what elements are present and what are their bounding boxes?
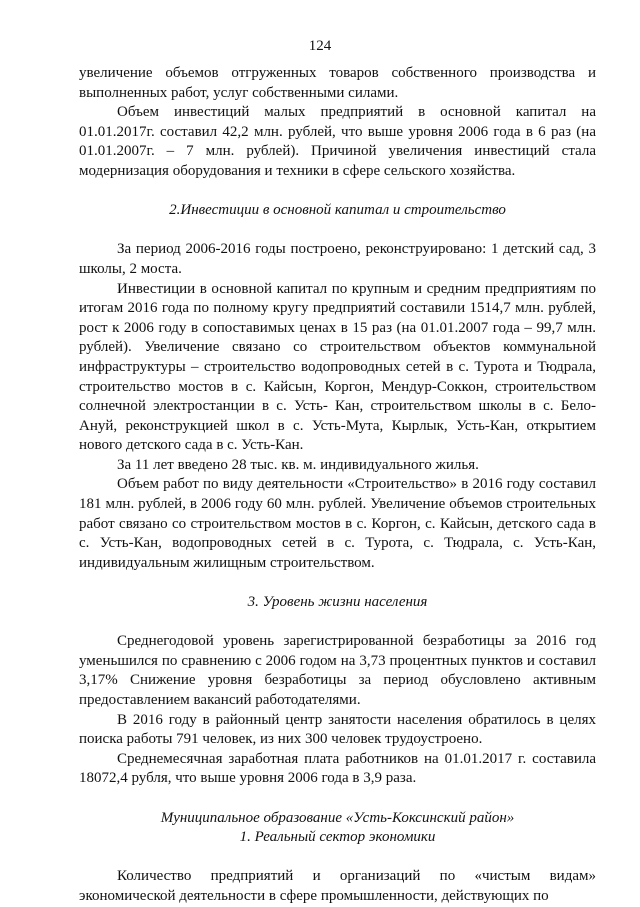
section-heading-real-sector: 1. Реальный сектор экономики [239, 829, 436, 846]
paragraph-enterprise-count: Количество предприятий и организаций по «чистым видам» экономической деятельности в сфере промышленности, действующих по [79, 868, 596, 904]
section-heading-municipality: Муниципальное образование «Усть-Коксинский район» [160, 809, 515, 826]
document-body [79, 64, 596, 907]
paragraph-unemployment: Среднегодовой уровень зарегистрированной безработицы за 2016 год уменьшился по сравнению с 2006 годом на 3,73 процентных пунктов и составил 3,17% Снижение уровня безработицы за период обусловлено активным предоставлением вакансий работодателями. [79, 633, 596, 708]
section-heading-investment: 2.Инвестиции в основной капитал и строительство [169, 202, 506, 219]
paragraph-small-business-investment: Объем инвестиций малых предприятий в основной капитал на 01.01.2017г. составил 42,2 млн. рублей, что выше уровня 2006 года в 6 раз (на 01.01.2007г. – 7 млн. рублей). Причиной увеличения инвестиций стала модернизация оборудования и техники в сфере сельского хозяйства. [79, 104, 596, 179]
paragraph-employment-center: В 2016 году в районный центр занятости населения обратилось в целях поиска работы 791 человек, из них 300 человек трудоустроено. [79, 711, 596, 748]
paragraph-construction-period: За период 2006-2016 годы построено, реконструировано: 1 детский сад, 3 школы, 2 моста. [79, 241, 596, 277]
paragraph-average-salary: Среднемесячная заработная плата работников на 01.01.2017 г. составила 18072,4 рубля, что выше уровня 2006 года в 3,9 раза. [79, 750, 596, 787]
page-number: 124 [308, 38, 332, 54]
paragraph-shipment-volume: увеличение объемов отгруженных товаров собственного производства и выполненных работ, услуг собственными силами. [79, 65, 596, 101]
paragraph-capital-investment: Инвестиции в основной капитал по крупным и средним предприятиям по итогам 2016 года по полному кругу предприятий составили 1514,7 млн. рублей, рост к 2006 году в сопоставимых ценах в 15 раз (на 01.01.2007 года – 99,7 млн. рублей). Увеличение связано со строительством объектов коммунальной инфраструктуры – строительство водопроводных сетей в с. Турота и Тюдрала, строительство мостов в с. Кайсын, Коргон, Мендур-Соккон, строительством солнечной электростанции в с. Усть- Кан, строительством школы в с. Бело-Ануй, реконструкцией школ в с. Усть-Мута, Кырлык, Усть-Кан, открытием нового детского сада в с. Усть-Кан. [79, 280, 596, 454]
section-heading-living-standard: 3. Уровень жизни населения [247, 594, 428, 611]
paragraph-construction-volume: Объем работ по виду деятельности «Строительство» в 2016 году составил 181 млн. рублей, в 2006 году 60 млн. рублей. Увеличение объемов строительных работ связано со строительством мостов в с. Коргон, с. Кайсын, детского сада в с. Усть-Кан, водопроводных сетей в с. Турота, с. Тюдрала, с. Усть-Кан, индивидуальным жилищным строительством. [79, 476, 596, 571]
paragraph-housing: За 11 лет введено 28 тыс. кв. м. индивидуального жилья. [117, 456, 479, 473]
